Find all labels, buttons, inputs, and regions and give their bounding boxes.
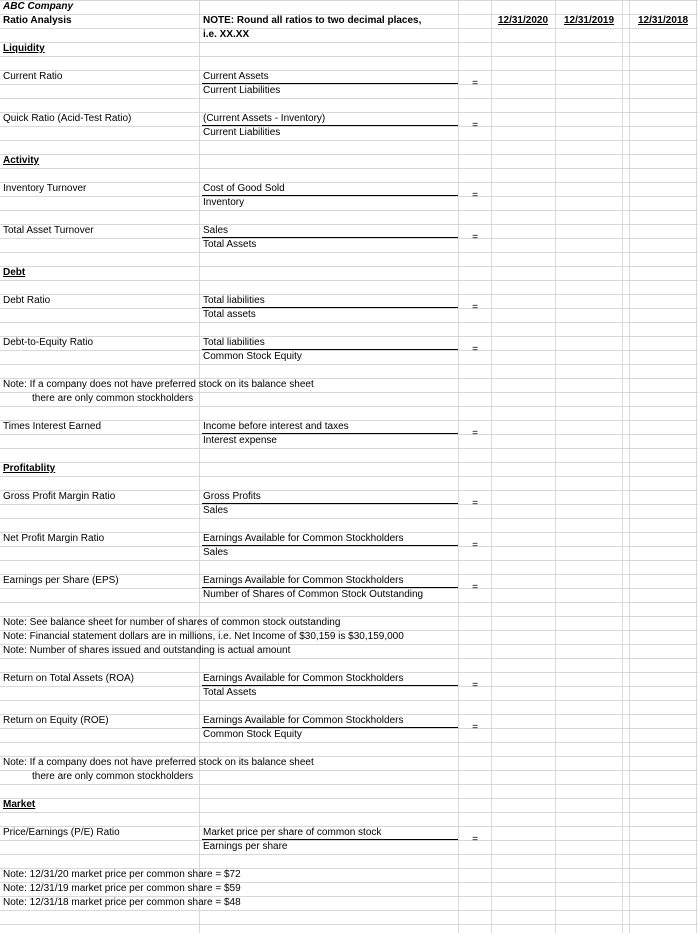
ratio-name: Debt-to-Equity Ratio — [3, 337, 94, 348]
note-price-2020: Note: 12/31/20 market price per common share = $72 — [3, 869, 241, 880]
grid-row-line — [0, 728, 698, 729]
ratio-name: Current Ratio — [3, 71, 63, 82]
equals-sign: = — [472, 834, 478, 845]
ratio-numerator: Earnings Available for Common Stockholders — [203, 575, 404, 586]
ratio-name: Debt Ratio — [3, 295, 51, 306]
grid-row-line — [0, 182, 698, 183]
grid-row-line — [0, 812, 698, 813]
grid-row-line — [0, 336, 698, 337]
ratio-denominator: Common Stock Equity — [203, 729, 302, 740]
note-preferred-stock-cont: there are only common stockholders — [32, 771, 194, 782]
grid-row-line — [0, 742, 698, 743]
ratio-denominator: Total assets — [203, 309, 256, 320]
grid-row-line — [0, 700, 698, 701]
ratio-denominator: Current Liabilities — [203, 85, 281, 96]
date-header-2019: 12/31/2019 — [563, 15, 615, 26]
equals-sign: = — [472, 302, 478, 313]
note-price-2019: Note: 12/31/19 market price per common share = $59 — [3, 883, 241, 894]
grid-row-line — [0, 840, 698, 841]
grid-row-line — [0, 476, 698, 477]
ratio-numerator: Total liabilities — [203, 295, 265, 306]
note-preferred-stock-cont: there are only common stockholders — [32, 393, 194, 404]
note-price-2018: Note: 12/31/18 market price per common share = $48 — [3, 897, 241, 908]
column-divider — [199, 0, 200, 933]
ratio-denominator: Common Stock Equity — [203, 351, 302, 362]
grid-row-line — [0, 28, 698, 29]
grid-row-line — [0, 224, 698, 225]
ratio-name: Quick Ratio (Acid-Test Ratio) — [3, 113, 132, 124]
grid-row-line — [0, 658, 698, 659]
grid-row-line — [0, 126, 698, 127]
grid-row-line — [0, 364, 698, 365]
grid-row-line — [0, 294, 698, 295]
grid-row-line — [0, 280, 698, 281]
ratio-denominator: Current Liabilities — [203, 127, 281, 138]
equals-sign: = — [472, 190, 478, 201]
ratio-name: Total Asset Turnover — [3, 225, 94, 236]
grid-row-line — [0, 0, 698, 1]
equals-sign: = — [472, 498, 478, 509]
date-header-2018: 12/31/2018 — [637, 15, 689, 26]
grid-row-line — [0, 322, 698, 323]
column-divider — [622, 0, 623, 933]
section-activity: Activity — [3, 155, 40, 166]
ratio-numerator: Total liabilities — [203, 337, 265, 348]
note-preferred-stock: Note: If a company does not have preferred stock on its balance sheet — [3, 757, 314, 768]
note-actual-shares: Note: Number of shares issued and outstanding is actual amount — [3, 645, 291, 656]
grid-row-line — [0, 308, 698, 309]
equals-sign: = — [472, 428, 478, 439]
ratio-numerator: (Current Assets - Inventory) — [203, 113, 326, 124]
grid-row-line — [0, 784, 698, 785]
grid-row-line — [0, 154, 698, 155]
grid-row-line — [0, 56, 698, 57]
ratio-name: Net Profit Margin Ratio — [3, 533, 105, 544]
ratio-numerator: Earnings Available for Common Stockholders — [203, 673, 404, 684]
equals-sign: = — [472, 344, 478, 355]
section-market: Market — [3, 799, 36, 810]
grid-row-line — [0, 210, 698, 211]
note-preferred-stock: Note: If a company does not have preferred stock on its balance sheet — [3, 379, 314, 390]
ratio-denominator: Total Assets — [203, 239, 257, 250]
grid-row-line — [0, 42, 698, 43]
ratio-name: Return on Equity (ROE) — [3, 715, 109, 726]
equals-sign: = — [472, 540, 478, 551]
section-profitability: Profitablity — [3, 463, 56, 474]
ratio-numerator: Current Assets — [203, 71, 269, 82]
column-divider — [491, 0, 492, 933]
ratio-denominator: Number of Shares of Common Stock Outstanding — [203, 589, 424, 600]
grid-row-line — [0, 560, 698, 561]
ratio-denominator: Sales — [203, 547, 229, 558]
section-debt: Debt — [3, 267, 26, 278]
grid-row-line — [0, 910, 698, 911]
grid-row-line — [0, 168, 698, 169]
grid-row-line — [0, 350, 698, 351]
grid-row-line — [0, 266, 698, 267]
equals-sign: = — [472, 120, 478, 131]
ratio-denominator: Inventory — [203, 197, 245, 208]
equals-sign: = — [472, 722, 478, 733]
grid-row-line — [0, 448, 698, 449]
ratio-name: Gross Profit Margin Ratio — [3, 491, 116, 502]
sheet-title: Ratio Analysis — [3, 15, 72, 26]
grid-row-line — [0, 518, 698, 519]
company-name: ABC Company — [3, 1, 74, 12]
grid-row-line — [0, 70, 698, 71]
grid-row-line — [0, 602, 698, 603]
ratio-denominator: Total Assets — [203, 687, 257, 698]
fraction-bar — [202, 545, 458, 546]
ratio-name: Price/Earnings (P/E) Ratio — [3, 827, 120, 838]
ratio-denominator: Interest expense — [203, 435, 277, 446]
date-header-2020: 12/31/2020 — [497, 15, 549, 26]
ratio-name: Inventory Turnover — [3, 183, 87, 194]
ratio-name: Return on Total Assets (ROA) — [3, 673, 134, 684]
grid-row-line — [0, 434, 698, 435]
grid-row-line — [0, 252, 698, 253]
column-divider — [696, 0, 697, 933]
grid-row-line — [0, 924, 698, 925]
ratio-denominator: Sales — [203, 505, 229, 516]
column-divider — [458, 0, 459, 933]
column-divider — [555, 0, 556, 933]
grid-row-line — [0, 504, 698, 505]
equals-sign: = — [472, 78, 478, 89]
grid-row-line — [0, 238, 698, 239]
ratio-numerator: Cost of Good Sold — [203, 183, 285, 194]
grid-row-line — [0, 546, 698, 547]
equals-sign: = — [472, 680, 478, 691]
grid-row-line — [0, 854, 698, 855]
note-shares-outstanding: Note: See balance sheet for number of shares of common stock outstanding — [3, 617, 341, 628]
ratio-numerator: Gross Profits — [203, 491, 261, 502]
grid-row-line — [0, 406, 698, 407]
grid-row-line — [0, 98, 698, 99]
section-liquidity: Liquidity — [3, 43, 45, 54]
grid-row-line — [0, 420, 698, 421]
ratio-name: Times Interest Earned — [3, 421, 102, 432]
rounding-note-example: i.e. XX.XX — [203, 29, 250, 40]
column-divider — [629, 0, 630, 933]
rounding-note: NOTE: Round all ratios to two decimal places, — [203, 15, 422, 26]
note-millions: Note: Financial statement dollars are in millions, i.e. Net Income of $30,159 is $30,159,000 — [3, 631, 404, 642]
equals-sign: = — [472, 582, 478, 593]
grid-row-line — [0, 140, 698, 141]
ratio-numerator: Earnings Available for Common Stockholders — [203, 533, 404, 544]
fraction-bar — [202, 503, 458, 504]
grid-row-line — [0, 196, 698, 197]
equals-sign: = — [472, 232, 478, 243]
ratio-name: Earnings per Share (EPS) — [3, 575, 119, 586]
grid-row-line — [0, 686, 698, 687]
grid-row-line — [0, 462, 698, 463]
ratio-numerator: Market price per share of common stock — [203, 827, 382, 838]
grid-row-line — [0, 84, 698, 85]
ratio-denominator: Earnings per share — [203, 841, 288, 852]
ratio-numerator: Sales — [203, 225, 229, 236]
ratio-numerator: Income before interest and taxes — [203, 421, 349, 432]
ratio-numerator: Earnings Available for Common Stockholders — [203, 715, 404, 726]
grid-row-line — [0, 798, 698, 799]
